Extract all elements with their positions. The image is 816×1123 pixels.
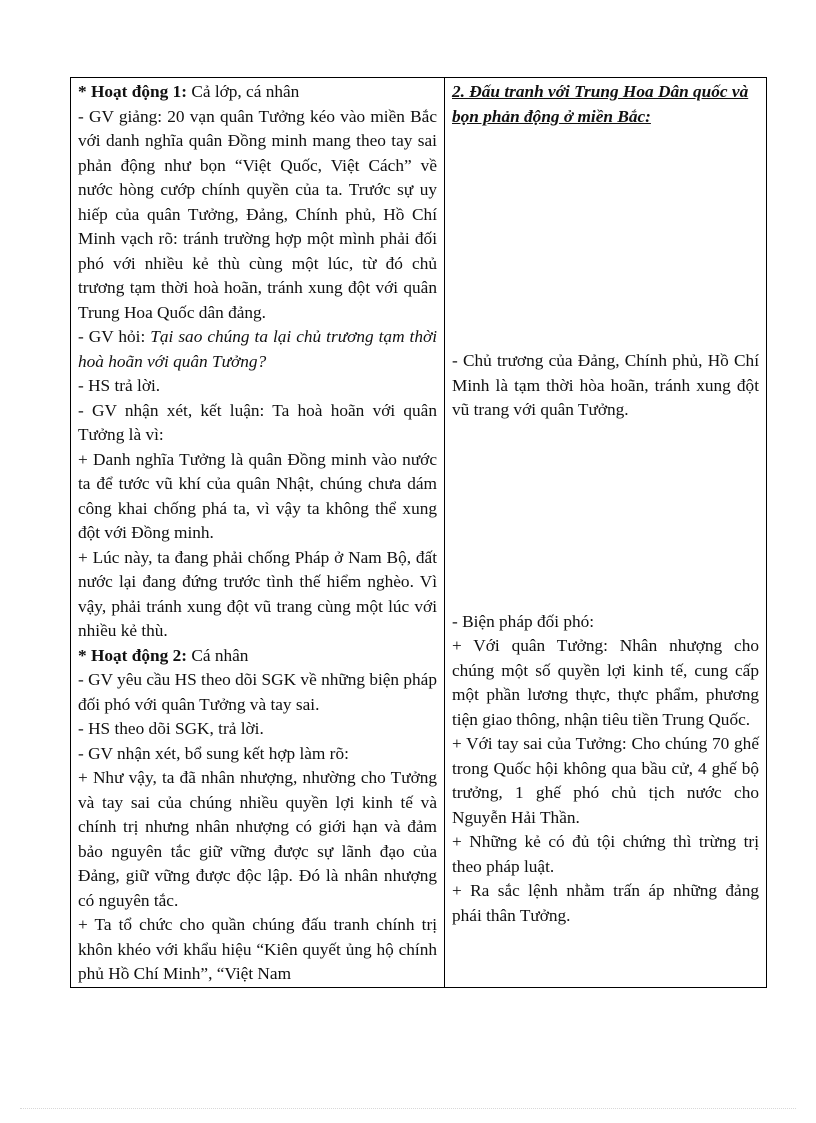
measure-tuong-paragraph: + Với quân Tưởng: Nhân nhượng cho chúng một số quyền lợi kinh tế, cung cấp một phần lương thực, thực phẩm, phương tiện giao thông, nhận tiêu tiền Trung Quốc.: [452, 636, 759, 729]
teacher-comment-paragraph: - GV nhận xét, bổ sung kết hợp làm rõ:: [78, 743, 349, 763]
page-bottom-divider: [20, 1108, 796, 1109]
section-heading: 2. Đấu tranh với Trung Hoa Dân quốc và bọn phản động ở miền Bắc:: [452, 82, 749, 126]
reason-2-paragraph: + Lúc này, ta đang phải chống Pháp ở Nam Bộ, đất nước lại đang đứng trước tình thế hiểm nghèo. Vì vậy, phải tránh xung đột vũ trang cùng một lúc với nhiều kẻ thù.: [78, 547, 437, 640]
teacher-request-paragraph: - GV yêu cầu HS theo dõi SGK về những biện pháp đối phó với quân Tưởng và tay sai.: [78, 670, 437, 714]
table-row: [71, 78, 767, 988]
measure-punish-paragraph: + Những kẻ có đủ tội chứng thì trừng trị theo pháp luật.: [452, 832, 759, 876]
activity-1-label: * Hoạt động 1:: [78, 82, 192, 101]
political-struggle-paragraph: + Ta tổ chức cho quần chúng đấu tranh chính trị khôn khéo với khẩu hiệu “Kiên quyết ủng hộ chính phủ Hồ Chí Minh”, “Việt Nam: [78, 915, 437, 983]
lesson-content-cell: [445, 78, 767, 988]
concession-paragraph: + Như vậy, ta đã nhân nhượng, nhường cho Tưởng và tay sai của chúng nhiều quyền lợi kinh tế và chính trị nhưng nhân nhượng có giới hạn và đảm bảo nguyên tắc giữ vững được sự lãnh đạo của Đảng, giữ vững được độc lập. Đó là nhân nhượng có nguyên tắc.: [78, 768, 437, 910]
policy-paragraph: - Chủ trương của Đảng, Chính phủ, Hồ Chí Minh là tạm thời hòa hoãn, tránh xung đột vũ trang với quân Tưởng.: [452, 351, 759, 419]
student-answer-paragraph: - HS trả lời.: [78, 376, 161, 395]
activity-1-heading: [78, 80, 437, 105]
reason-1-paragraph: + Danh nghĩa Tưởng là quân Đồng minh vào nước ta để tước vũ khí của quân Nhật, chúng chưa dám công khai chống phá ta, vì vậy ta không thể xung đột với Đồng minh.: [78, 449, 437, 542]
student-follow-paragraph: - HS theo dõi SGK, trả lời.: [78, 719, 264, 738]
activity-2-label: * Hoạt động 2:: [78, 645, 192, 665]
measures-heading: - Biện pháp đối phó:: [452, 611, 595, 631]
activity-1-title: Cả lớp, cá nhân: [191, 82, 300, 101]
teacher-student-activities-cell: [71, 78, 445, 988]
lesson-table: [70, 77, 767, 988]
activity-2-heading: [78, 644, 437, 669]
question-prefix: - GV hỏi:: [78, 327, 151, 346]
teacher-conclusion-paragraph: - GV nhận xét, kết luận: Ta hoà hoãn với quân Tưởng là vì:: [78, 400, 437, 444]
question-text: Tại sao chúng ta lại chủ trương tạm thời hoà hoãn với quân Tưởng?: [78, 327, 438, 371]
teacher-lecture-paragraph: - GV giảng: 20 vạn quân Tưởng kéo vào miền Bắc với danh nghĩa quân Đồng minh mang theo tay sai phản động như bọn “Việt Quốc, Việt Cách” về nước hòng cướp chính quyền của ta. Trước sự uy hiếp của quân Tưởng, Đảng, Chính phủ, Hồ Chí Minh vạch rõ: tránh trường hợp một mình phải đối phó với nhiều kẻ thù cùng một lúc, từ đó chủ trương tạm thời hoà hoãn, tránh xung đột với quân Trung Hoa Quốc dân đảng.: [78, 106, 437, 322]
teacher-question-paragraph: [78, 325, 437, 374]
measure-decree-paragraph: + Ra sắc lệnh nhằm trấn áp những đảng phái thân Tưởng.: [452, 881, 759, 925]
activity-2-title: Cá nhân: [191, 645, 249, 665]
measure-henchmen-paragraph: + Với tay sai của Tưởng: Cho chúng 70 ghế trong Quốc hội không qua bầu cử, 4 ghế bộ trưởng, 1 ghế phó chủ tịch nước cho Nguyễn Hải Thần.: [452, 734, 759, 827]
